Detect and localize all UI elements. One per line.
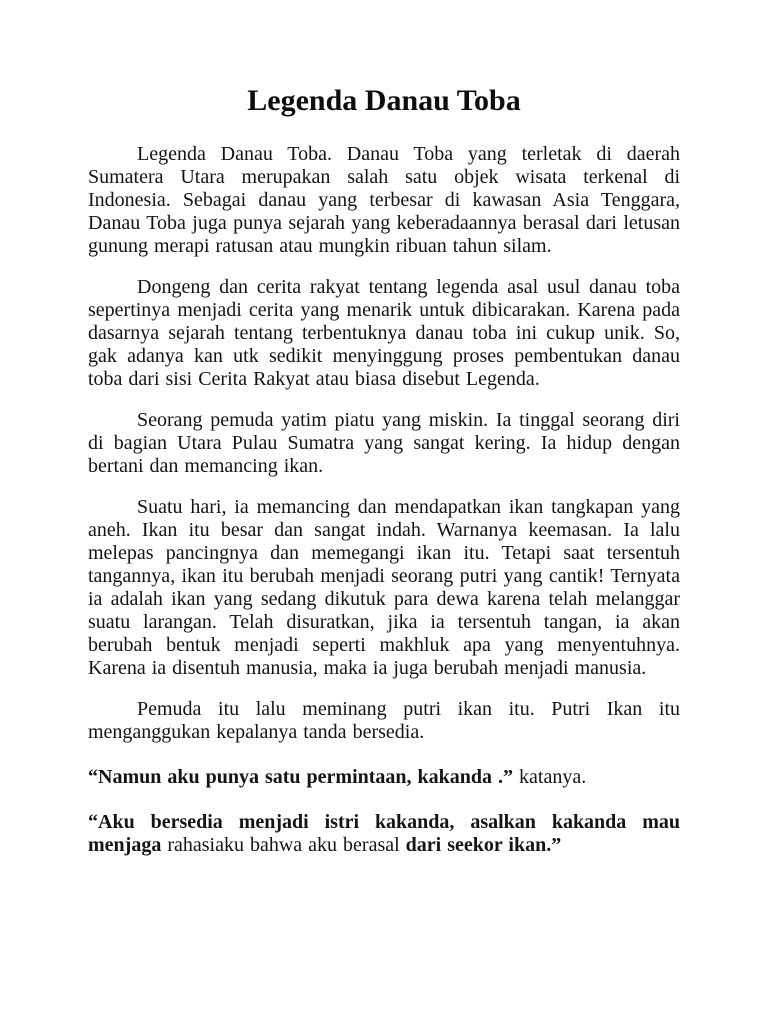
paragraph-pemuda: Seorang pemuda yatim piatu yang miskin. Ia tinggal seorang diri di bagian Utara Pulau Sumatra yang sangat kering. Ia hidup dengan bertani dan memancing ikan.	[88, 409, 680, 477]
quote-line-2	[88, 811, 680, 857]
paragraph-intro: Legenda Danau Toba. Danau Toba yang terletak di daerah Sumatera Utara merupakan salah satu objek wisata terkenal di Indonesia. Sebagai danau yang terbesar di kawasan Asia Tenggara, Danau Toba juga punya sejarah yang keberadaannya berasal dari letusan gunung merapi ratusan atau mungkin ribuan tahun silam.	[88, 143, 680, 257]
quote-line-1	[88, 766, 680, 789]
paragraph-ikan: Suatu hari, ia memancing dan mendapatkan ikan tangkapan yang aneh. Ikan itu besar dan sangat indah. Warnanya keemasan. Ia lalu melepas pancingnya dan memegangi ikan itu. Tetapi saat tersentuh tangannya, ikan itu berubah menjadi seorang putri yang cantik! Ternyata ia adalah ikan yang sedang dikutuk para dewa karena telah melanggar suatu larangan. Telah disuratkan, jika ia tersentuh tangan, ia akan berubah bentuk menjadi seperti makhluk apa yang menyentuhnya. Karena ia disentuh manusia, maka ia juga berubah menjadi manusia.	[88, 496, 680, 679]
quote-2-bold-start: “Aku bersedia menjadi istri kakanda, asalkan kakanda mau menjaga	[88, 811, 680, 856]
page-title: Legenda Danau Toba	[247, 84, 521, 117]
paragraph-meminang: Pemuda itu lalu meminang putri ikan itu. Putri Ikan itu menganggukan kepalanya tanda bersedia.	[88, 698, 680, 743]
quote-1-bold-text: “Namun aku punya satu permintaan, kakanda .”	[88, 766, 514, 788]
quote-2-bold-end: dari seekor ikan.”	[405, 834, 562, 856]
quote-2-normal-mid: rahasiaku bahwa aku berasal	[167, 834, 406, 856]
quote-1-normal-text: katanya.	[513, 766, 587, 788]
paragraph-dongeng: Dongeng dan cerita rakyat tentang legenda asal usul danau toba sepertinya menjadi cerita yang menarik untuk dibicarakan. Karena pada dasarnya sejarah tentang terbentuknya danau toba ini cukup unik. So, gak adanya kan utk sedikit menyinggung proses pembentukan danau toba dari sisi Cerita Rakyat atau biasa disebut Legenda.	[88, 276, 680, 390]
